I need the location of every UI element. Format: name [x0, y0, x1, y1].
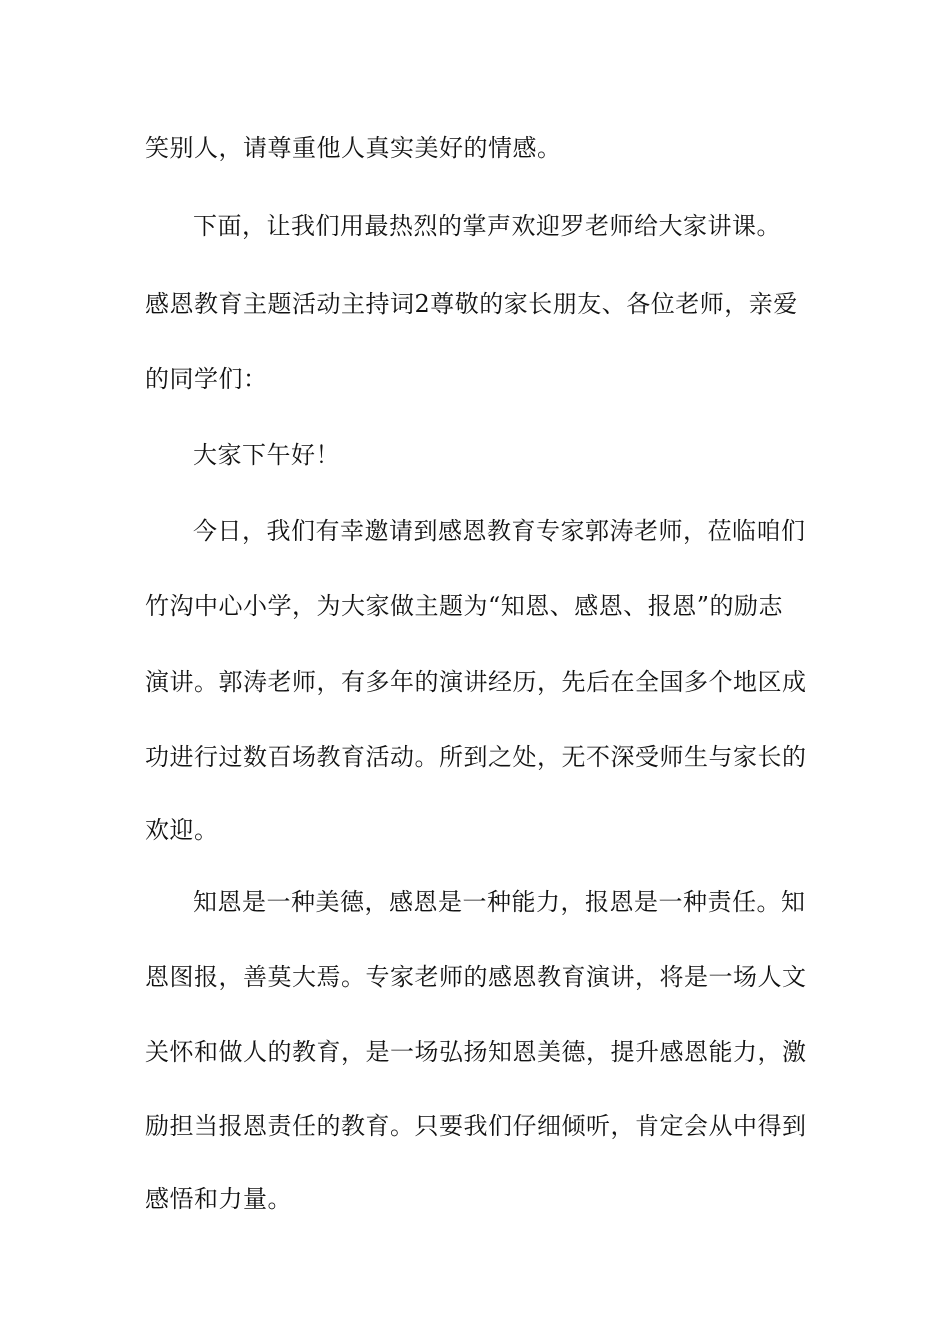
text-line: 励担当报恩责任的教育。只要我们仔细倾听，肯定会从中得到 — [145, 1112, 807, 1140]
text-line: 恩图报，善莫大焉。专家老师的感恩教育演讲，将是一场人文 — [145, 963, 807, 991]
text-line: 下面，让我们用最热烈的掌声欢迎罗老师给大家讲课。 — [193, 212, 781, 240]
text-line: 感恩教育主题活动主持词2尊敬的家长朋友、各位老师，亲爱 — [145, 290, 798, 318]
text-line: 关怀和做人的教育，是一场弘扬知恩美德，提升感恩能力，激 — [145, 1038, 807, 1066]
text-line: 演讲。郭涛老师，有多年的演讲经历，先后在全国多个地区成 — [145, 668, 807, 696]
text-line: 大家下午好！ — [193, 441, 340, 469]
text-line: 笑别人，请尊重他人真实美好的情感。 — [145, 134, 562, 162]
text-line: 感悟和力量。 — [145, 1185, 292, 1213]
text-line: 功进行过数百场教育活动。所到之处，无不深受师生与家长的 — [145, 743, 807, 771]
text-line: 知恩是一种美德，感恩是一种能力，报恩是一种责任。知 — [193, 888, 806, 916]
text-line: 今日，我们有幸邀请到感恩教育专家郭涛老师，莅临咱们 — [193, 517, 806, 545]
text-line: 欢迎。 — [145, 816, 219, 844]
text-line: 竹沟中心小学，为大家做主题为“知恩、感恩、报恩”的励志 — [145, 592, 784, 620]
text-line: 的同学们： — [145, 365, 268, 393]
